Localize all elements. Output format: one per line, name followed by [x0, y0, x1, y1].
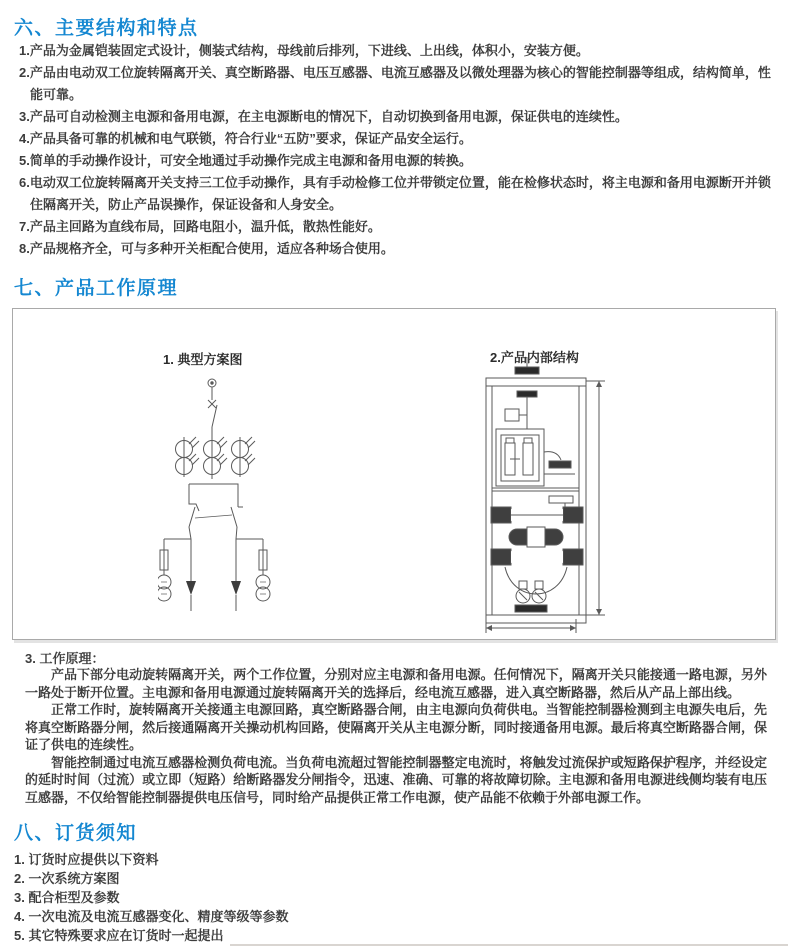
principle-paragraph: 产品下部分电动旋转隔离开关，两个工作位置，分别对应主电源和备用电源。任何情况下，隔离开关只能接通一路电源，另外一路处于断开位置。主电源和备用电源通过旋转隔离开关的选择后，经电流互感器，进入真空断路器，然后从产品上部出线。 [25, 667, 767, 700]
internal-structure-diagram [475, 357, 615, 637]
feature-item: 8.产品规格齐全，可与多种开关柜配合使用，适应各种场合使用。 [19, 241, 394, 256]
ordering-item: 2. 一次系统方案图 [14, 871, 120, 886]
working-principle-paragraphs [25, 666, 767, 806]
typical-scheme-diagram [158, 367, 283, 619]
ordering-list [14, 850, 754, 945]
ordering-item: 4. 一次电流及电流互感器变化、精度等级等参数 [14, 909, 289, 924]
feature-item: 6.电动双工位旋转隔离开关支持三工位手动操作，具有手动检修工位并带锁定位置，能在检修状态时，将主电源和备用电源断开并锁住隔离开关，防止产品误操作，保证设备和人身安全。 [19, 175, 771, 212]
section-ordering-title: 八、订货须知 [14, 823, 138, 844]
feature-list [19, 40, 771, 260]
ordering-item: 1. 订货时应提供以下资料 [14, 852, 159, 867]
feature-item: 2.产品由电动双工位旋转隔离开关、真空断路器、电压互感器、电流互感器及以微处理器为核心的智能控制器等组成，结构简单，性能可靠。 [19, 65, 771, 102]
feature-item: 3.产品可自动检测主电源和备用电源，在主电源断电的情况下，自动切换到备用电源，保证供电的连续性。 [19, 109, 628, 124]
principle-paragraph: 智能控制通过电流互感器检测负荷电流。当负荷电流超过智能控制器整定电流时，将触发过流保护或短路保护程序，并经设定的延时时间（过流）或立即（短路）给断路器发分闸指令，迅速、准确、可靠的将故障切除。主电源和备用电源进线侧均装有电压互感器，不仅给智能控制器提供电压信号，同时给产品提供正常工作电源，使产品能不依赖于外部电源工作。 [25, 754, 767, 805]
section-principle-title: 七、产品工作原理 [14, 278, 179, 299]
internal-structure-label: 2.产品内部结构 [490, 350, 579, 365]
working-principle-heading: 3. 工作原理： [25, 651, 105, 666]
scheme-diagram-label: 1. 典型方案图 [163, 352, 243, 367]
ordering-item: 3. 配合柜型及参数 [14, 890, 120, 905]
feature-item: 4.产品具备可靠的机械和电气联锁，符合行业“五防”要求，保证产品安全运行。 [19, 131, 472, 146]
figure-box [12, 308, 776, 640]
feature-item: 5.简单的手动操作设计，可安全地通过手动操作完成主电源和备用电源的转换。 [19, 153, 472, 168]
feature-item: 7.产品主回路为直线布局，回路电阻小，温升低，散热性能好。 [19, 219, 381, 234]
section-features-title: 六、主要结构和特点 [14, 18, 199, 39]
feature-item: 1.产品为金属铠装固定式设计，侧装式结构，母线前后排列，下进线、上出线，体积小，安装方便。 [19, 43, 589, 58]
footer-divider [230, 944, 788, 946]
ordering-item: 5. 其它特殊要求应在订货时一起提出 [14, 928, 224, 943]
principle-paragraph: 正常工作时，旋转隔离开关接通主电源回路，真空断路器合闸，由主电源向负荷供电。当智能控制器检测到主电源失电后，先将真空断路器分闸，然后接通隔离开关操动机构回路，使隔离开关从主电源分断，同时接通备用电源。最后将真空断路器合闸，保证了供电的连续性。 [25, 702, 767, 752]
